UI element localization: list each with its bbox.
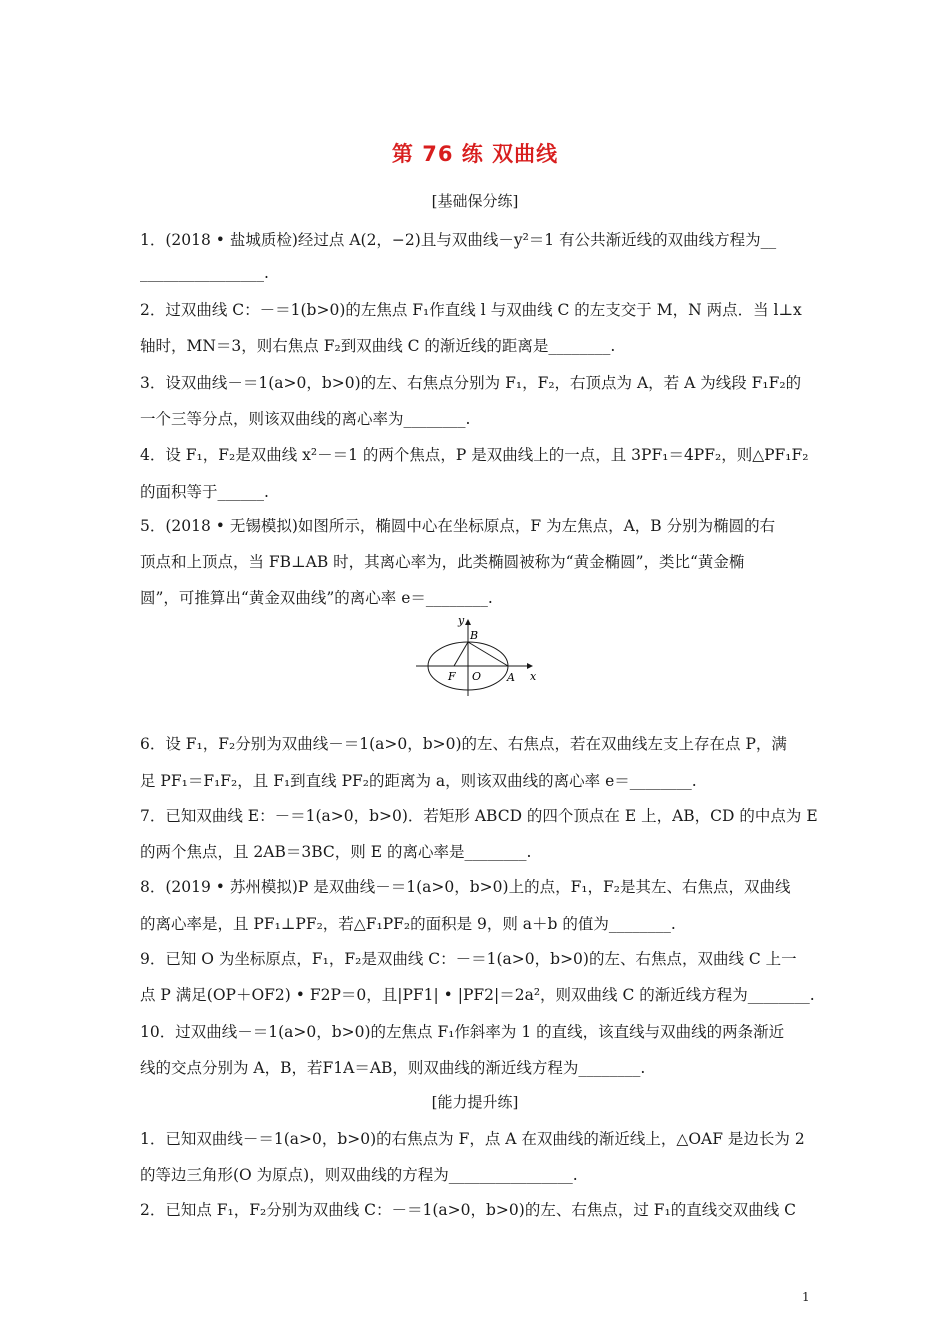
problem-line: 5．(2018 • 无锡模拟)如图所示，椭圆中心在坐标原点，F 为左焦点，A，B 分别为椭圆的右 — [140, 517, 776, 535]
problem-line: 圆”，可推算出“黄金双曲线”的离心率 e＝________. — [140, 589, 493, 607]
problem-line: 点 P 满足(OP＋OF2) • F2P＝0，且|PF1| • |PF2|＝2a²，则双曲线 C 的渐近线方程为________. — [140, 986, 815, 1004]
problem-line: 足 PF₁＝F₁F₂，且 F₁到直线 PF₂的距离为 a，则该双曲线的离心率 e＝________. — [140, 772, 697, 790]
label-o: O — [472, 670, 482, 683]
problem-line: 轴时，MN＝3，则右焦点 F₂到双曲线 C 的渐近线的距离是________. — [140, 337, 616, 355]
label-b: B — [470, 629, 479, 642]
label-y: y — [458, 614, 465, 627]
ellipse-figure — [410, 610, 540, 698]
page-title: 第 76 练 双曲线 — [391, 142, 559, 166]
section-basic-heading: [基础保分练] — [431, 192, 519, 210]
problem-line: 10．过双曲线－＝1(a>0，b>0)的左焦点 F₁作斜率为 1 的直线，该直线与双曲线的两条渐近 — [140, 1023, 785, 1041]
problem-line: 1．(2018 • 盐城质检)经过点 A(2，−2)且与双曲线－y²＝1 有公共渐近线的双曲线方程为__ — [140, 231, 777, 249]
problem-line: 6．设 F₁，F₂分别为双曲线－＝1(a>0，b>0)的左、右焦点，若在双曲线左支上存在点 P，满 — [140, 735, 787, 753]
problem-line: ________________. — [140, 264, 269, 282]
problem-line: 4．设 F₁，F₂是双曲线 x²－＝1 的两个焦点，P 是双曲线上的一点，且 3PF₁＝4PF₂，则△PF₁F₂ — [140, 446, 809, 464]
problem-line: 8．(2019 • 苏州模拟)P 是双曲线－＝1(a>0，b>0)上的点，F₁，F₂是其左、右焦点，双曲线 — [140, 878, 791, 896]
problem-line: 线的交点分别为 A，B，若F1A＝AB，则双曲线的渐近线方程为________. — [140, 1059, 646, 1077]
problem-line: 顶点和上顶点，当 FB⊥AB 时，其离心率为，此类椭圆被称为“黄金椭圆”，类比“黄金椭 — [140, 553, 745, 571]
label-x: x — [530, 670, 537, 683]
problem-line: 2．过双曲线 C：－＝1(b>0)的左焦点 F₁作直线 l 与双曲线 C 的左支交于 M，N 两点．当 l⊥x — [140, 301, 802, 319]
problem-line: 7．已知双曲线 E：－＝1(a>0，b>0)．若矩形 ABCD 的四个顶点在 E 上，AB，CD 的中点为 E — [140, 807, 818, 825]
problem-line: 的两个焦点，且 2AB＝3BC，则 E 的离心率是________. — [140, 843, 532, 861]
label-f: F — [448, 670, 456, 683]
problem-line: 一个三等分点，则该双曲线的离心率为________. — [140, 410, 471, 428]
label-a: A — [507, 671, 515, 684]
problem-line: 的离心率是，且 PF₁⊥PF₂，若△F₁PF₂的面积是 9，则 a＋b 的值为________. — [140, 915, 676, 933]
section-advanced-heading: [能力提升练] — [431, 1093, 519, 1111]
problem-line: 9．已知 O 为坐标原点，F₁，F₂是双曲线 C：－＝1(a>0，b>0)的左、右焦点，双曲线 C 上一 — [140, 950, 797, 968]
problem-line: 的等边三角形(O 为原点)，则双曲线的方程为________________. — [140, 1166, 578, 1184]
segment-fb — [454, 642, 468, 666]
problem-line: 3．设双曲线－＝1(a>0，b>0)的左、右焦点分别为 F₁，F₂，右顶点为 A，若 A 为线段 F₁F₂的 — [140, 374, 802, 392]
problem-line: 1．已知双曲线－＝1(a>0，b>0)的右焦点为 F，点 A 在双曲线的渐近线上，△OAF 是边长为 2 — [140, 1130, 805, 1148]
page-number: 1 — [802, 1290, 810, 1304]
problem-line: 的面积等于______. — [140, 483, 269, 501]
problem-line: 2．已知点 F₁，F₂分别为双曲线 C：－＝1(a>0，b>0)的左、右焦点，过 F₁的直线交双曲线 C — [140, 1201, 797, 1219]
